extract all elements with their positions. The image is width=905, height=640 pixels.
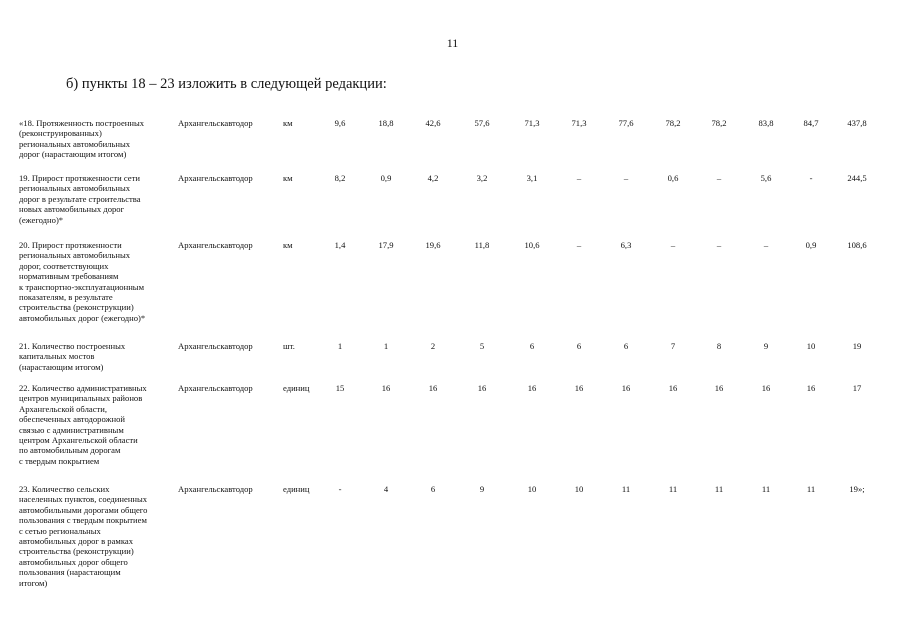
indicator-value: 10 xyxy=(806,341,816,351)
indicator-value: 71,3 xyxy=(524,118,540,128)
unit-of-measure: единиц xyxy=(283,383,310,393)
indicator-value: 11,8 xyxy=(474,240,490,250)
indicator-value: 10 xyxy=(574,484,584,494)
indicator-name-line: обеспеченных автодорожной xyxy=(19,414,125,425)
indicator-name-line: строительства (реконструкции) xyxy=(19,546,134,557)
indicator-name-line: автомобильных дорог общего xyxy=(19,556,128,567)
indicator-value: 8 xyxy=(716,341,722,351)
indicator-value: 6 xyxy=(430,484,436,494)
indicator-value: 0,6 xyxy=(667,173,679,183)
indicator-name-line: связью с административным xyxy=(19,424,124,435)
indicator-value: 6 xyxy=(529,341,535,351)
indicator-value: 11 xyxy=(621,484,631,494)
indicator-value: 3,1 xyxy=(526,173,538,183)
indicator-value: 10,6 xyxy=(524,240,540,250)
responsible-organization: Архангельскавтодор xyxy=(178,240,253,250)
indicator-value: 16 xyxy=(477,383,487,393)
indicator-value: 0,9 xyxy=(805,240,817,250)
unit-of-measure: шт. xyxy=(283,341,295,351)
indicator-value: 5 xyxy=(479,341,485,351)
indicator-name-line: региональных автомобильных xyxy=(19,250,131,261)
indicator-value: 6,3 xyxy=(620,240,632,250)
indicator-value: 6 xyxy=(623,341,629,351)
indicator-value: 0,9 xyxy=(380,173,392,183)
indicator-value: 11 xyxy=(714,484,724,494)
indicator-name-line: итогом) xyxy=(19,577,48,588)
indicator-value: – xyxy=(576,240,582,250)
indicator-value: 4 xyxy=(383,484,389,494)
indicator-name-line: 21. Количество построенных xyxy=(19,341,126,351)
indicator-value: 16 xyxy=(806,383,816,393)
indicator-value: 83,8 xyxy=(758,118,774,128)
responsible-organization: Архангельскавтодор xyxy=(178,383,253,393)
indicator-value: 5,6 xyxy=(760,173,772,183)
indicator-value: 42,6 xyxy=(425,118,441,128)
indicator-name-line: 22. Количество административных xyxy=(19,383,147,393)
indicator-value: 77,6 xyxy=(618,118,634,128)
indicator-name-line: 23. Количество сельских xyxy=(19,484,110,494)
indicator-name-line: с твердым покрытием xyxy=(19,455,100,466)
indicator-value: 3,2 xyxy=(476,173,488,183)
responsible-organization: Архангельскавтодор xyxy=(178,341,253,351)
indicator-name-line: дорог (нарастающим итогом) xyxy=(19,149,127,160)
indicator-value: – xyxy=(716,173,722,183)
indicator-value: 17 xyxy=(852,383,862,393)
indicator-name-line: к транспортно-эксплуатационным xyxy=(19,281,145,292)
indicator-value: 8,2 xyxy=(334,173,346,183)
indicator-value: 16 xyxy=(527,383,537,393)
indicator-name-line: 20. Прирост протяженности xyxy=(19,240,122,250)
indicator-name xyxy=(19,240,167,323)
indicator-value: 244,5 xyxy=(847,173,867,183)
indicator-value: 9 xyxy=(763,341,769,351)
indicator-value: 11 xyxy=(806,484,816,494)
unit-of-measure: единиц xyxy=(283,484,310,494)
indicator-name-line: «18. Протяженность построенных xyxy=(19,118,145,128)
indicator-value: - xyxy=(809,173,813,183)
indicator-value: 16 xyxy=(381,383,391,393)
indicator-value: 1 xyxy=(337,341,343,351)
indicator-value: 71,3 xyxy=(571,118,587,128)
indicator-name xyxy=(19,484,167,588)
indicator-name-line: автомобильных дорог в рамках xyxy=(19,536,134,547)
unit-of-measure: км xyxy=(283,240,293,250)
indicator-value: 57,6 xyxy=(474,118,490,128)
indicator-value: – xyxy=(763,240,769,250)
indicator-value: 16 xyxy=(428,383,438,393)
indicator-value: 17,9 xyxy=(378,240,394,250)
indicator-name-line: дорог, соответствующих xyxy=(19,260,109,271)
indicator-value: – xyxy=(576,173,582,183)
indicator-value: 78,2 xyxy=(665,118,681,128)
page-number: 11 xyxy=(446,36,459,50)
indicator-name xyxy=(19,341,167,372)
indicator-name xyxy=(19,383,167,466)
indicator-value: 108,6 xyxy=(847,240,867,250)
unit-of-measure: км xyxy=(283,118,293,128)
indicator-value: 16 xyxy=(714,383,724,393)
indicator-name-line: населенных пунктов, соединенных xyxy=(19,494,148,505)
indicator-value: 16 xyxy=(668,383,678,393)
indicator-value: 4,2 xyxy=(427,173,439,183)
indicator-name-line: строительства (реконструкции) xyxy=(19,302,134,313)
indicator-name-line: (нарастающим итогом) xyxy=(19,361,104,372)
indicator-name-line: показателям, в результате xyxy=(19,292,113,303)
indicator-value: 16 xyxy=(621,383,631,393)
indicator-value: 15 xyxy=(335,383,345,393)
indicator-value: – xyxy=(623,173,629,183)
indicator-value: 1 xyxy=(383,341,389,351)
responsible-organization: Архангельскавтодор xyxy=(178,118,253,128)
indicator-name-line: нормативным требованиям xyxy=(19,271,119,282)
indicator-value: 2 xyxy=(430,341,436,351)
indicator-value: - xyxy=(338,484,342,494)
indicator-value: 16 xyxy=(761,383,771,393)
indicator-value: 18,8 xyxy=(378,118,394,128)
indicator-name-line: пользования с твердым покрытием xyxy=(19,515,147,526)
indicator-name-line: региональных автомобильных xyxy=(19,138,131,149)
indicator-name-line: пользования (нарастающим xyxy=(19,567,121,578)
indicator-name-line: центром Архангельской области xyxy=(19,435,138,446)
indicator-name-line: автомобильными дорогами общего xyxy=(19,504,148,515)
indicator-name-line: с сетью региональных xyxy=(19,525,101,536)
responsible-organization: Архангельскавтодор xyxy=(178,173,253,183)
indicator-value: 437,8 xyxy=(847,118,867,128)
indicator-value: 84,7 xyxy=(803,118,819,128)
indicator-value: 10 xyxy=(527,484,537,494)
indicator-value: 11 xyxy=(761,484,771,494)
indicator-value: 78,2 xyxy=(711,118,727,128)
indicator-value: – xyxy=(716,240,722,250)
indicator-name-line: дорог в результате строительства xyxy=(19,193,141,204)
indicator-name-line: капитальных мостов xyxy=(19,351,95,362)
indicator-value: 6 xyxy=(576,341,582,351)
page-heading: б) пункты 18 – 23 изложить в следующей редакции: xyxy=(66,76,387,92)
indicator-name-line: новых автомобильных дорог xyxy=(19,204,125,215)
indicator-value: – xyxy=(670,240,676,250)
indicator-name-line: региональных автомобильных xyxy=(19,183,131,194)
indicator-value: 16 xyxy=(574,383,584,393)
indicator-name-line: 19. Прирост протяженности сети xyxy=(19,173,140,183)
indicator-value: 1,4 xyxy=(334,240,346,250)
indicator-value: 9,6 xyxy=(334,118,346,128)
indicator-name-line: центров муниципальных районов xyxy=(19,393,143,404)
indicator-name xyxy=(19,173,167,225)
indicator-value: 19 xyxy=(852,341,862,351)
indicator-value: 19,6 xyxy=(425,240,441,250)
indicator-name-line: (ежегодно)* xyxy=(19,214,64,225)
indicator-value: 7 xyxy=(670,341,676,351)
indicator-name-line: автомобильных дорог (ежегодно)* xyxy=(19,312,146,323)
indicator-name-line: (реконструированных) xyxy=(19,128,102,139)
indicator-value: 11 xyxy=(668,484,678,494)
indicator-name-line: Архангельской области, xyxy=(19,403,108,414)
indicator-name-line: по автомобильным дорогам xyxy=(19,445,121,456)
unit-of-measure: км xyxy=(283,173,293,183)
indicator-value: 9 xyxy=(479,484,485,494)
indicator-name xyxy=(19,118,167,160)
responsible-organization: Архангельскавтодор xyxy=(178,484,253,494)
indicator-value: 19»; xyxy=(849,484,865,494)
